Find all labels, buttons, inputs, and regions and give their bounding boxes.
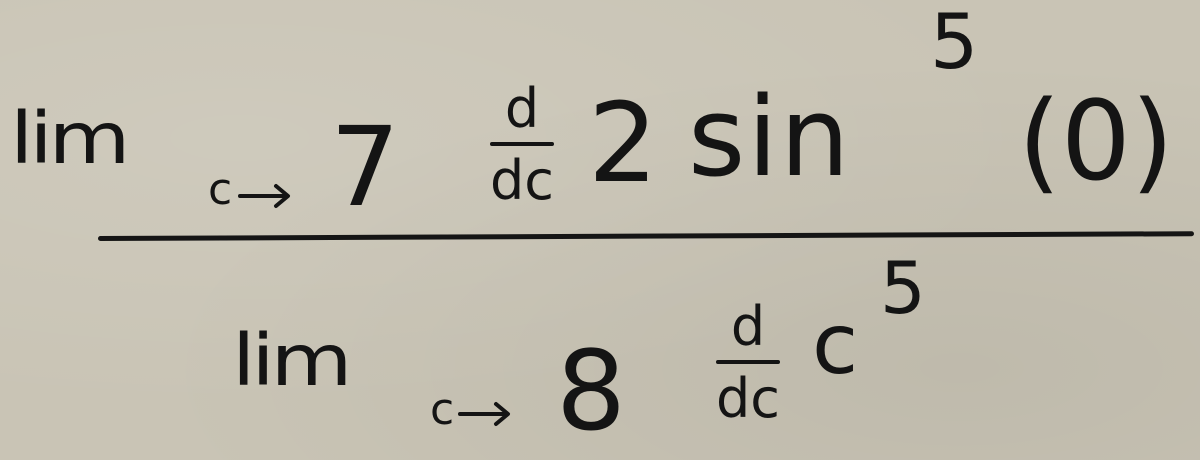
numerator-derivative-bar: [490, 142, 554, 146]
numerator-derivative-bottom: dc: [490, 149, 554, 212]
numerator-limit-arrow-icon: [236, 180, 296, 210]
numerator-derivative-operator: [490, 77, 554, 212]
numerator-derivative-top: d: [504, 77, 540, 140]
denominator-derivative-operator: [716, 295, 780, 430]
numerator-argument: (0): [1018, 77, 1174, 205]
denominator-limit-target: 8: [556, 327, 626, 455]
fraction-bar: [98, 231, 1194, 241]
denominator-lim-text: lim: [232, 318, 349, 402]
denominator-base: c: [812, 295, 859, 393]
numerator-limit-variable: c: [208, 164, 231, 215]
denominator-exponent: 5: [880, 246, 926, 330]
denominator-limit-variable: c: [430, 384, 453, 435]
numerator-coefficient: 2: [588, 79, 658, 207]
numerator-exponent: 5: [930, 0, 979, 86]
numerator-limit-target: 7: [330, 103, 400, 231]
denominator-derivative-top: d: [730, 295, 766, 358]
denominator-limit-arrow-icon: [456, 398, 516, 428]
numerator-function: sin: [688, 73, 852, 201]
denominator-derivative-bottom: dc: [716, 367, 780, 430]
denominator-derivative-bar: [716, 360, 780, 364]
numerator-lim-text: lim: [10, 96, 127, 180]
